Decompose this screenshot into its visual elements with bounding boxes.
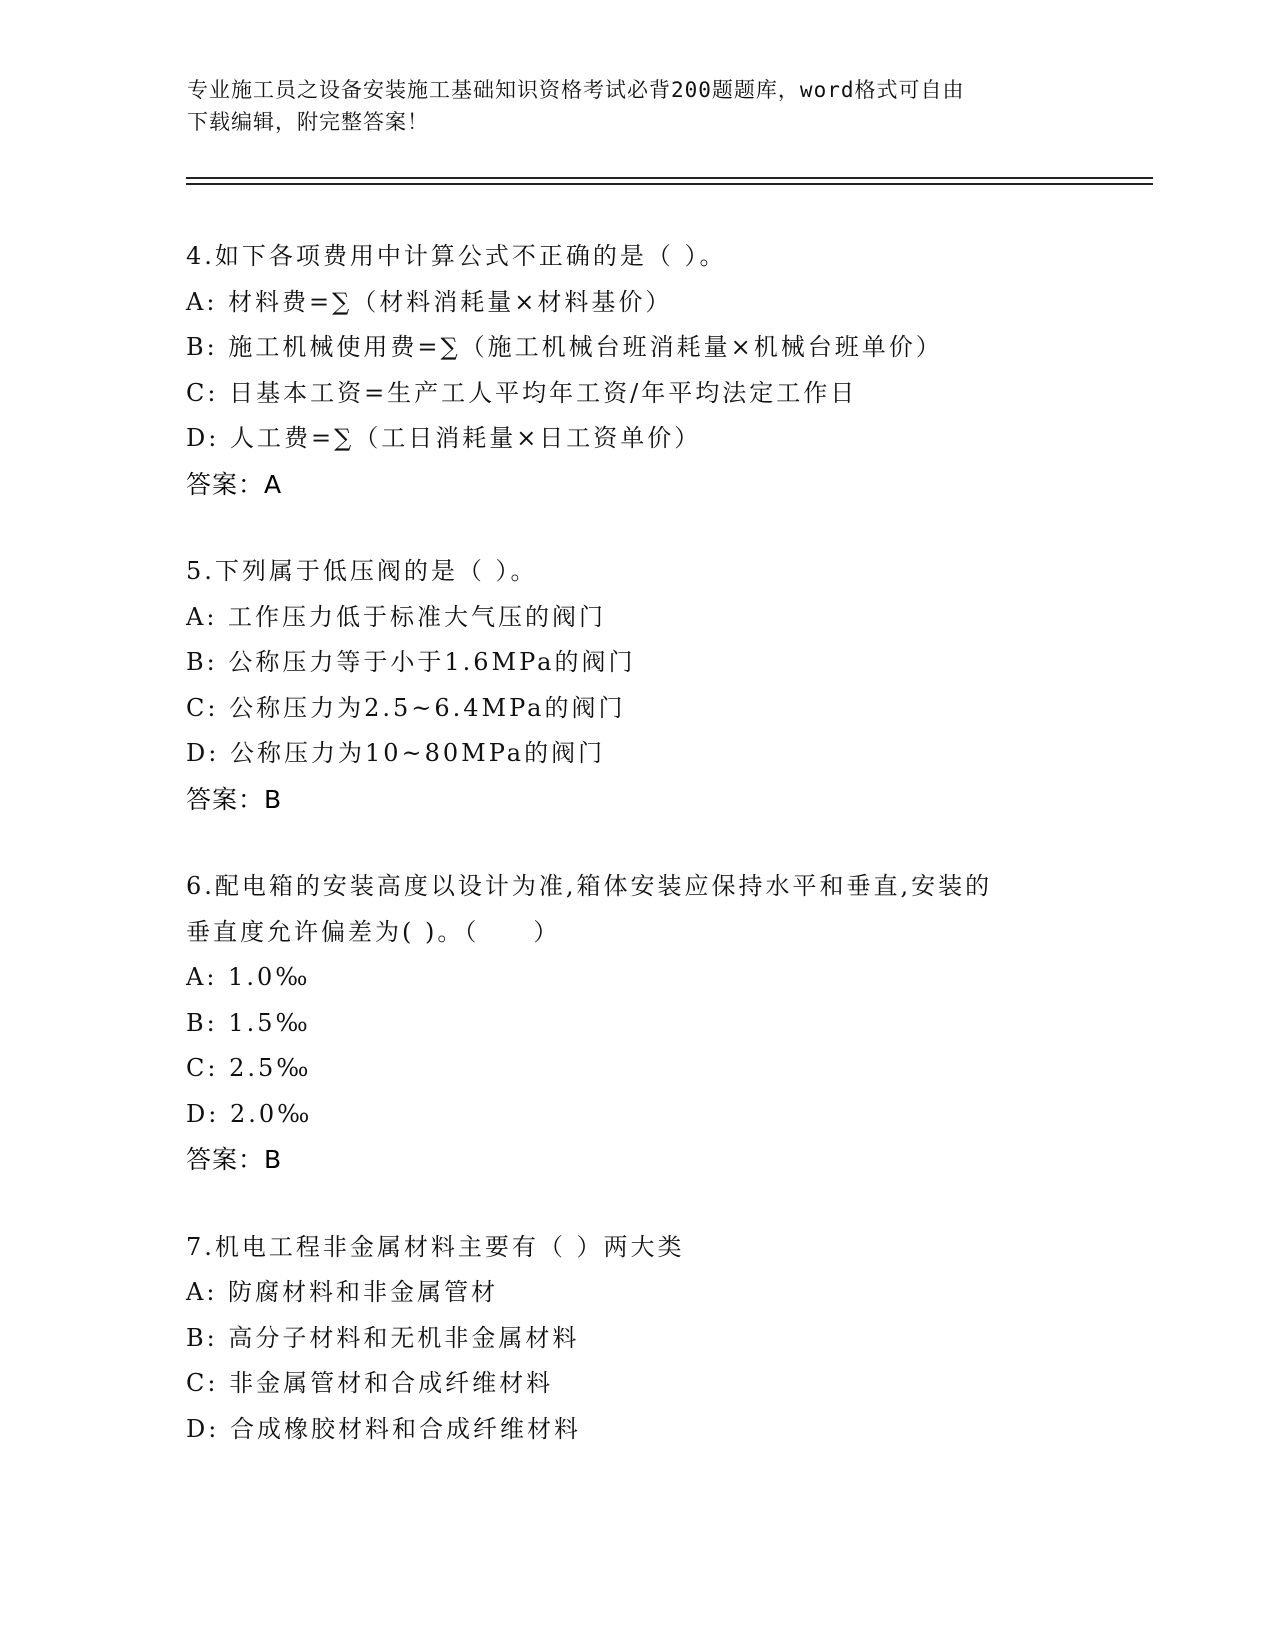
option-c: C: 非金属管材和合成纤维材料: [186, 1369, 554, 1397]
question-stem: 7.机电工程非金属材料主要有（ ）两大类: [186, 1232, 685, 1261]
question-block: [186, 864, 1186, 1183]
question-stem: 4.如下各项费用中计算公式不正确的是（ ）。: [186, 242, 727, 270]
option-b: B: 1.5‰: [186, 1008, 311, 1037]
option-a: A: 防腐材料和非金属管材: [186, 1278, 499, 1306]
option-b: B: 施工机械使用费=∑（施工机械台班消耗量×机械台班单价）: [186, 333, 943, 361]
option-c: C: 日基本工资=生产工人平均年工资/年平均法定工作日: [186, 378, 858, 407]
question-block: [186, 549, 1186, 822]
answer-label: 答案：B: [186, 784, 283, 814]
question-stem-continued: 垂直度允许偏差为( )。（ ）: [186, 917, 561, 946]
option-d: D: 合成橡胶材料和合成纤维材料: [186, 1414, 581, 1443]
document-header: [187, 74, 1087, 138]
question-stem: 5.下列属于低压阀的是（ ）。: [186, 557, 538, 585]
option-d: D: 2.0‰: [186, 1099, 313, 1128]
answer-label: 答案：A: [186, 469, 283, 499]
question-block: [186, 234, 1186, 507]
question-block: [186, 1225, 1186, 1453]
question-list: [186, 234, 1186, 1494]
header-line-2: 下载编辑，附完整答案！: [187, 110, 429, 134]
option-c: C: 公称压力为2.5~6.4MPa的阀门: [186, 693, 626, 722]
question-stem: 6.配电箱的安装高度以设计为准,箱体安装应保持水平和垂直,安装的: [186, 872, 993, 900]
header-divider-top: [186, 177, 1153, 179]
header-divider-bottom: [186, 183, 1153, 185]
option-d: D: 人工费=∑（工日消耗量×日工资单价）: [186, 424, 702, 452]
option-b: B: 公称压力等于小于1.6MPa的阀门: [186, 648, 636, 676]
option-c: C: 2.5‰: [186, 1054, 312, 1082]
answer-label: 答案：B: [186, 1145, 283, 1174]
option-d: D: 公称压力为10~80MPa的阀门: [186, 739, 606, 767]
option-a: A: 材料费=∑（材料消耗量×材料基价）: [186, 287, 673, 316]
option-a: A: 1.0‰: [186, 963, 311, 991]
option-a: A: 工作压力低于标准大气压的阀门: [186, 602, 607, 631]
option-b: B: 高分子材料和无机非金属材料: [186, 1323, 580, 1352]
header-line-1: 专业施工员之设备安装施工基础知识资格考试必背200题题库，word格式可自由: [187, 78, 965, 102]
